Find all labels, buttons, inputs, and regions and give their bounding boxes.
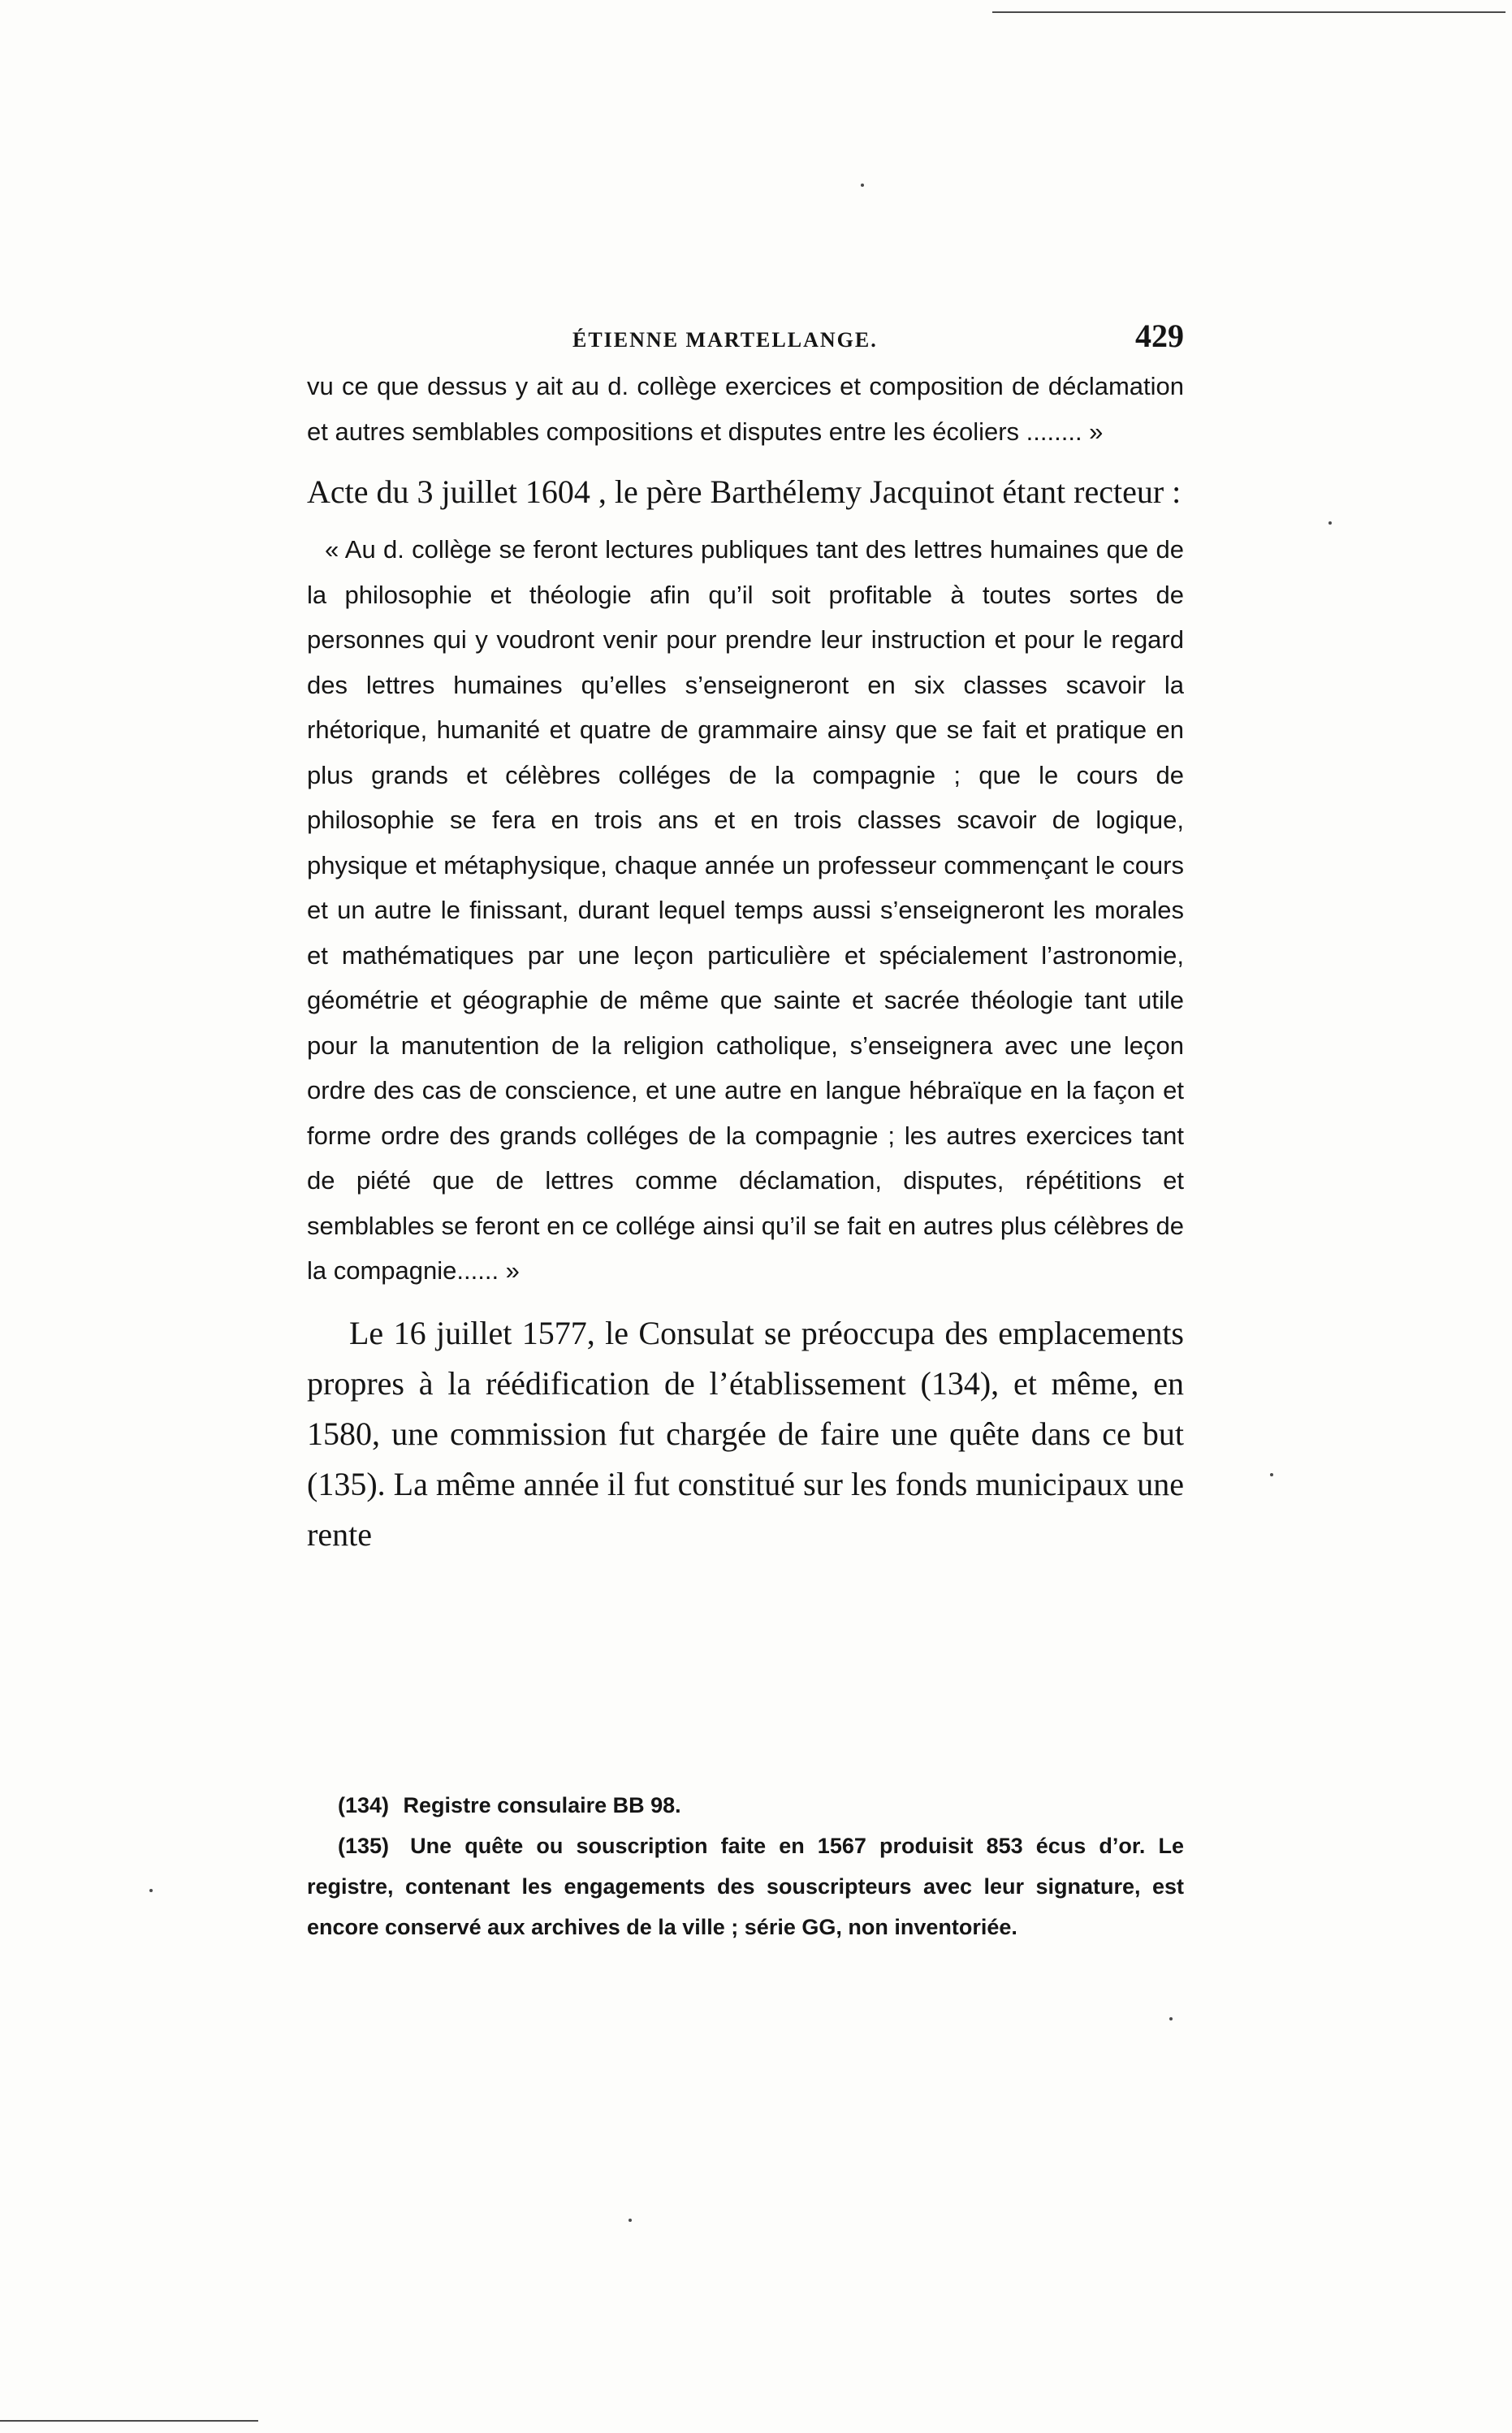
scan-speck [149,1889,153,1892]
closing-paragraph: Le 16 juillet 1577, le Consulat se préoccupa des emplacements propres à la réédification de l’établissement (134), et même, en 1580, une commission fut chargée de faire une quête dans ce but (135). La même année il fut constitué sur les fonds municipaux une rente [307,1314,1184,1553]
footnote-label: (135) [338,1834,390,1858]
act-introduction: Acte du 3 juillet 1604 , le père Barthélemy Jacquinot étant recteur : [307,473,1182,510]
top-edge-rule [992,11,1506,13]
footnote-text: Une quête ou souscription faite en 1567 produisit 853 écus d’or. Le registre, contenant les engagements des souscripteurs avec leur signature, est encore conservé aux archives de la ville ; série GG, non inventoriée. [307,1834,1184,1939]
paragraph-gap [307,517,1184,527]
page-number: 429 [1135,318,1184,354]
scan-speck [1270,1473,1273,1476]
scan-speck [629,2219,632,2222]
footnote-label: (134) [338,1793,390,1817]
footnotes [307,1785,1184,1947]
running-header-title: ÉTIENNE MARTELLANGE. [572,328,878,352]
scan-speck [861,184,864,187]
bottom-edge-rule [0,2420,258,2422]
footnote-text: Registre consulaire BB 98. [403,1793,681,1817]
paragraph-gap [307,1294,1184,1308]
scan-speck [1328,521,1332,525]
continued-paragraph: vu ce que dessus y ait au d. collège exercices et composition de déclamation et autres semblables compositions et disputes entre les écoliers ........ » [307,372,1184,446]
footnote-135 [307,1826,1184,1947]
footnote-134 [307,1785,1184,1826]
scan-speck [1169,2017,1173,2020]
running-header [307,317,1184,364]
page-text [307,317,1184,1560]
paragraph-gap [307,454,1184,464]
quoted-act: « Au d. collège se feront lectures publiques tant des lettres humaines que de la philosophie et théologie afin qu’il soit profitable à toutes sortes de personnes qui y voudront venir pour prendre leur instruction et pour le regard des lettres humaines qu’elles s’enseigneront en six classes scavoir la rhétorique, humanité et quatre de grammaire ainsy que se fait et pratique en plus grands et célèbres colléges de la compagnie ; que le cours de philosophie se fera en trois ans et en trois classes scavoir de logique, physique et métaphysique, chaque année un professeur commençant le cours et un autre le finissant, durant lequel temps aussi s’enseigneront les morales et mathématiques par une leçon particulière et spécialement l’astronomie, géométrie et géographie de même que sainte et sacrée théologie tant utile pour la manutention de la religion catholique, s’enseignera avec une leçon ordre des cas de conscience, et une autre en langue hébraïque en la façon et forme ordre des grands colléges de la compagnie ; les autres exercices tant de piété que de lettres comme déclamation, disputes, répétitions et semblables se feront en ce collége ainsi qu’il se fait en autres plus célèbres de la compagnie...... » [307,535,1184,1285]
